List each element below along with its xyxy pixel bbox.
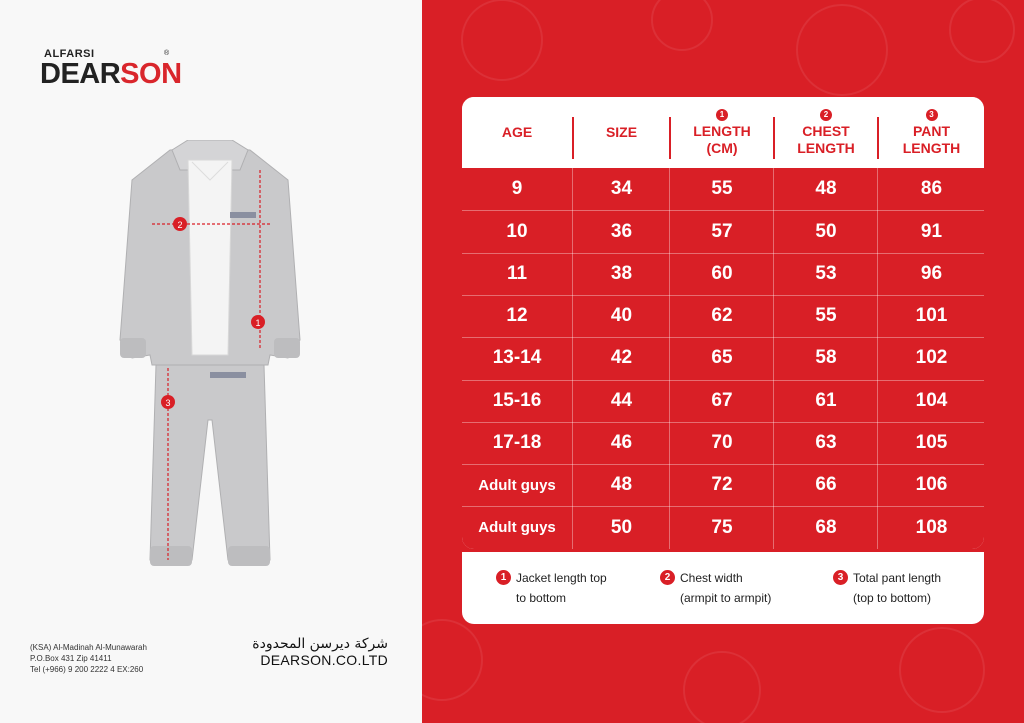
svg-text:1: 1 bbox=[255, 318, 261, 328]
measurement-legend bbox=[462, 552, 984, 624]
header-size-label: SIZE bbox=[605, 124, 638, 140]
cell-length: 72 bbox=[711, 474, 733, 496]
legend-number-1: 1 bbox=[496, 570, 511, 585]
cell-age: 12 bbox=[506, 305, 528, 327]
header-pant-label-2: LENGTH bbox=[902, 139, 961, 156]
cell-size: 36 bbox=[610, 220, 633, 242]
svg-text:2: 2 bbox=[177, 220, 183, 230]
header-age-label: AGE bbox=[501, 124, 533, 140]
table-row bbox=[462, 422, 984, 465]
legend-number-3: 3 bbox=[833, 570, 848, 585]
header-length-number: 1 bbox=[716, 109, 728, 121]
table-row bbox=[462, 380, 984, 423]
table-row bbox=[462, 210, 984, 253]
cell-size: 44 bbox=[610, 389, 633, 411]
legend-text-1a: Jacket length top bbox=[516, 571, 607, 585]
column-divider bbox=[669, 168, 670, 549]
legend-item-2 bbox=[664, 568, 772, 608]
cell-age: 11 bbox=[506, 262, 528, 284]
brand-name-part-2: SON bbox=[120, 58, 182, 90]
legend-number-2: 2 bbox=[660, 570, 675, 585]
cell-length: 67 bbox=[711, 389, 733, 411]
header-chest-label-2: LENGTH bbox=[797, 139, 855, 156]
svg-text:3: 3 bbox=[165, 398, 171, 408]
header-pant-number: 3 bbox=[926, 109, 938, 121]
cell-age: 15-16 bbox=[492, 389, 542, 411]
table-row bbox=[462, 253, 984, 296]
row-divider bbox=[462, 464, 984, 465]
cell-chest: 55 bbox=[815, 305, 837, 327]
header-chest-label: CHEST bbox=[802, 122, 850, 139]
size-chart-panel bbox=[422, 0, 1024, 723]
table-row bbox=[462, 337, 984, 380]
header-pant bbox=[879, 97, 984, 168]
legend-item-1 bbox=[500, 568, 607, 608]
legend-text-1b: to bottom bbox=[516, 591, 567, 605]
cell-age: 10 bbox=[506, 220, 528, 242]
table-row bbox=[462, 295, 984, 338]
table-row bbox=[462, 168, 984, 211]
brand-name bbox=[40, 60, 182, 88]
legend-text-3a: Total pant length bbox=[853, 571, 942, 585]
cell-pant: 104 bbox=[915, 389, 948, 411]
legend-text-3b: (top to bottom) bbox=[853, 591, 932, 605]
cell-size: 34 bbox=[610, 178, 633, 200]
cell-size: 42 bbox=[610, 347, 633, 369]
header-length-unit: (CM) bbox=[706, 139, 738, 156]
cell-age: Adult guys bbox=[478, 519, 556, 537]
cell-pant: 102 bbox=[915, 347, 948, 369]
row-divider bbox=[462, 422, 984, 423]
cell-size: 50 bbox=[610, 516, 633, 538]
cell-chest: 58 bbox=[815, 347, 837, 369]
cell-pant: 96 bbox=[920, 262, 943, 284]
table-body bbox=[462, 168, 984, 549]
row-divider bbox=[462, 210, 984, 211]
header-age bbox=[462, 97, 572, 168]
cell-size: 40 bbox=[610, 305, 633, 327]
marker-2 bbox=[173, 217, 187, 231]
cell-pant: 91 bbox=[920, 220, 943, 242]
row-divider bbox=[462, 506, 984, 507]
header-size bbox=[574, 97, 669, 168]
left-panel bbox=[0, 0, 422, 723]
cell-size: 46 bbox=[610, 432, 633, 454]
address-line-3: Tel (+966) 9 200 2222 4 EX:260 bbox=[30, 665, 144, 674]
cell-chest: 66 bbox=[815, 474, 837, 496]
address-line-1: (KSA) Al-Madinah Al-Munawarah bbox=[30, 643, 147, 652]
header-pant-label: PANT bbox=[912, 122, 951, 139]
cell-chest: 61 bbox=[815, 389, 837, 411]
row-divider bbox=[462, 380, 984, 381]
cell-length: 60 bbox=[711, 262, 733, 284]
legend-item-3 bbox=[837, 568, 942, 608]
registered-mark: ® bbox=[164, 50, 170, 57]
cell-chest: 68 bbox=[815, 516, 837, 538]
column-divider bbox=[773, 168, 774, 549]
marker-3 bbox=[161, 395, 175, 409]
cell-age: Adult guys bbox=[478, 476, 556, 494]
cell-age: 17-18 bbox=[492, 432, 542, 454]
cell-chest: 63 bbox=[815, 432, 837, 454]
address-line-2: P.O.Box 431 Zip 41411 bbox=[30, 654, 112, 663]
column-divider bbox=[572, 168, 573, 549]
cell-size: 48 bbox=[610, 474, 633, 496]
cell-length: 62 bbox=[711, 305, 733, 327]
company-name-english: DEARSON.CO.LTD bbox=[260, 652, 388, 668]
row-divider bbox=[462, 337, 984, 338]
table-header bbox=[462, 97, 984, 168]
cell-pant: 86 bbox=[920, 178, 943, 200]
legend-text-2a: Chest width bbox=[680, 571, 743, 585]
column-divider bbox=[877, 168, 878, 549]
cell-pant: 105 bbox=[915, 432, 948, 454]
header-chest-number: 2 bbox=[820, 109, 832, 121]
tracksuit-illustration bbox=[110, 140, 310, 580]
cell-length: 70 bbox=[711, 432, 733, 454]
cell-length: 65 bbox=[711, 347, 733, 369]
size-table bbox=[462, 97, 984, 549]
cell-chest: 48 bbox=[815, 178, 837, 200]
company-name-block bbox=[246, 636, 388, 668]
cell-length: 57 bbox=[711, 220, 733, 242]
brand-subtitle: ALFARSI bbox=[44, 48, 95, 60]
cell-length: 75 bbox=[711, 516, 733, 538]
table-row bbox=[462, 464, 984, 507]
table-row bbox=[462, 506, 984, 549]
company-name-arabic: شركة ديرسن المحدودة bbox=[252, 636, 388, 652]
cell-chest: 50 bbox=[815, 220, 837, 242]
company-address bbox=[30, 642, 147, 675]
cell-pant: 106 bbox=[915, 474, 948, 496]
header-chest bbox=[775, 97, 877, 168]
row-divider bbox=[462, 295, 984, 296]
cell-age: 9 bbox=[511, 178, 523, 200]
brand-logo bbox=[40, 48, 182, 88]
cell-pant: 101 bbox=[915, 305, 948, 327]
cell-pant: 108 bbox=[915, 516, 948, 538]
cell-length: 55 bbox=[711, 178, 733, 200]
row-divider bbox=[462, 253, 984, 254]
cell-chest: 53 bbox=[815, 262, 837, 284]
marker-1 bbox=[251, 315, 265, 329]
header-length-label: LENGTH bbox=[693, 122, 751, 139]
header-length bbox=[671, 97, 773, 168]
brand-name-part-1: DEAR bbox=[40, 58, 121, 90]
cell-age: 13-14 bbox=[492, 347, 542, 369]
cell-size: 38 bbox=[610, 262, 633, 284]
legend-text-2b: (armpit to armpit) bbox=[680, 591, 772, 605]
